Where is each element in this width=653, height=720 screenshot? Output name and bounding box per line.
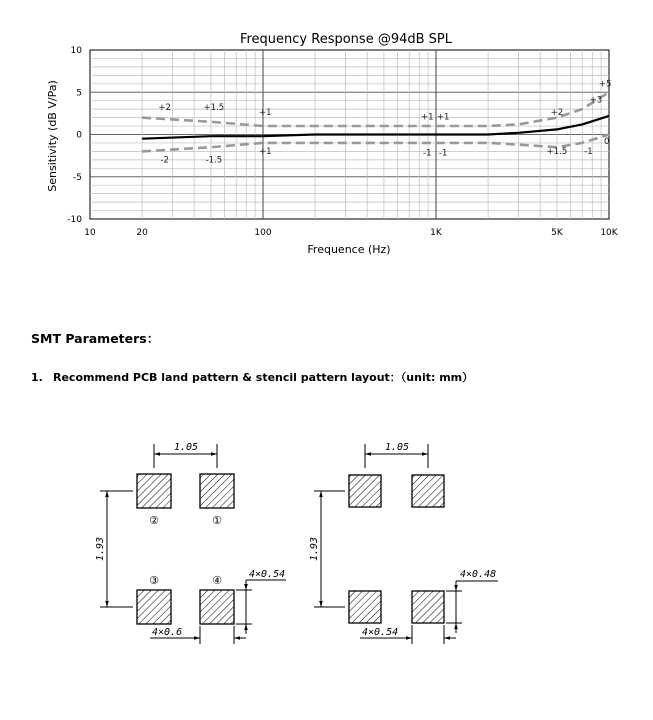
pitch-value: 1.05 <box>173 442 199 453</box>
pad-3 <box>137 590 171 624</box>
pad-width-value: 4×0.6 <box>152 627 183 638</box>
x-tick-label: 20 <box>136 228 148 238</box>
x-tick-label: 1K <box>430 228 442 238</box>
stencil-pad-top-left <box>349 475 381 507</box>
chart-title: Frequency Response @94dB SPL <box>239 32 453 47</box>
limit-annotation: +5 <box>598 79 612 90</box>
chart-series-layer <box>142 92 609 151</box>
y-tick-label: -5 <box>73 172 82 183</box>
stencil-pad-top-right <box>412 475 444 507</box>
y-axis-label: Sensitivity (dB V/Pa) <box>46 80 59 192</box>
pin-label-1: ① <box>212 514 222 527</box>
limit-annotation: +1.5 <box>546 146 568 157</box>
pad-4 <box>200 590 234 624</box>
frequency-response-chart <box>0 0 653 265</box>
x-axis-label: Frequence (Hz) <box>307 243 391 256</box>
land-pattern-diagram <box>95 442 286 644</box>
pin-label-4: ④ <box>212 574 222 587</box>
y-tick-label: 10 <box>70 46 82 56</box>
limit-annotation: -1 <box>584 146 593 157</box>
limit-annotation: +1 <box>258 108 272 119</box>
y-tick-label: -10 <box>67 215 82 225</box>
x-tick-label: 100 <box>254 228 272 238</box>
limit-annotation: -1.5 <box>205 155 223 166</box>
y-tick-label: 5 <box>76 88 82 99</box>
pin-label-3: ③ <box>149 574 159 587</box>
pad-height-dimension <box>236 580 286 634</box>
stencil-pitch-value: 1.05 <box>384 442 410 453</box>
limit-annotation: +1 <box>420 112 434 123</box>
series-line-response <box>142 116 609 139</box>
stencil-row-value: 1.93 <box>309 536 320 562</box>
stencil-pattern-diagram <box>309 442 498 644</box>
pattern-diagrams <box>0 430 653 660</box>
x-tick-label: 10 <box>84 228 96 238</box>
limit-annotation: +1 <box>436 112 450 123</box>
limit-annotation: +1.5 <box>203 102 225 113</box>
limit-annotation: -1 <box>423 148 432 159</box>
smt-parameters-heading: SMT Parameters： <box>31 331 160 346</box>
stencil-pad-bottom-right <box>412 591 444 623</box>
row-value: 1.93 <box>95 536 106 562</box>
stencil-pad-height-dimension <box>446 581 498 633</box>
limit-annotation: +2 <box>550 108 564 119</box>
stencil-pad-width-value: 4×0.54 <box>362 627 399 638</box>
limit-annotation: +3 <box>589 95 603 106</box>
x-axis-ticks <box>84 228 618 238</box>
y-tick-label: 0 <box>76 130 82 141</box>
limit-annotation: -1 <box>438 148 448 159</box>
stencil-pad-bottom-left <box>349 591 381 623</box>
limit-annotation: -2 <box>160 155 169 166</box>
section-number: 1. <box>31 371 43 384</box>
recommend-pattern-heading <box>31 369 473 385</box>
pad-2 <box>137 474 171 508</box>
limit-annotation: 0 <box>604 136 610 147</box>
pad-height-value: 4×0.54 <box>249 569 286 580</box>
pad-1 <box>200 474 234 508</box>
section-title-text: Recommend PCB land pattern & stencil pattern layout：（unit: mm） <box>53 371 474 384</box>
pin-label-2: ② <box>149 514 159 527</box>
limit-annotation: +2 <box>158 102 171 113</box>
y-axis-ticks <box>67 46 82 225</box>
x-tick-label: 10K <box>600 228 618 238</box>
stencil-pad-height-value: 4×0.48 <box>460 569 497 580</box>
limit-annotation: +1 <box>258 146 272 157</box>
x-tick-label: 5K <box>551 228 563 238</box>
